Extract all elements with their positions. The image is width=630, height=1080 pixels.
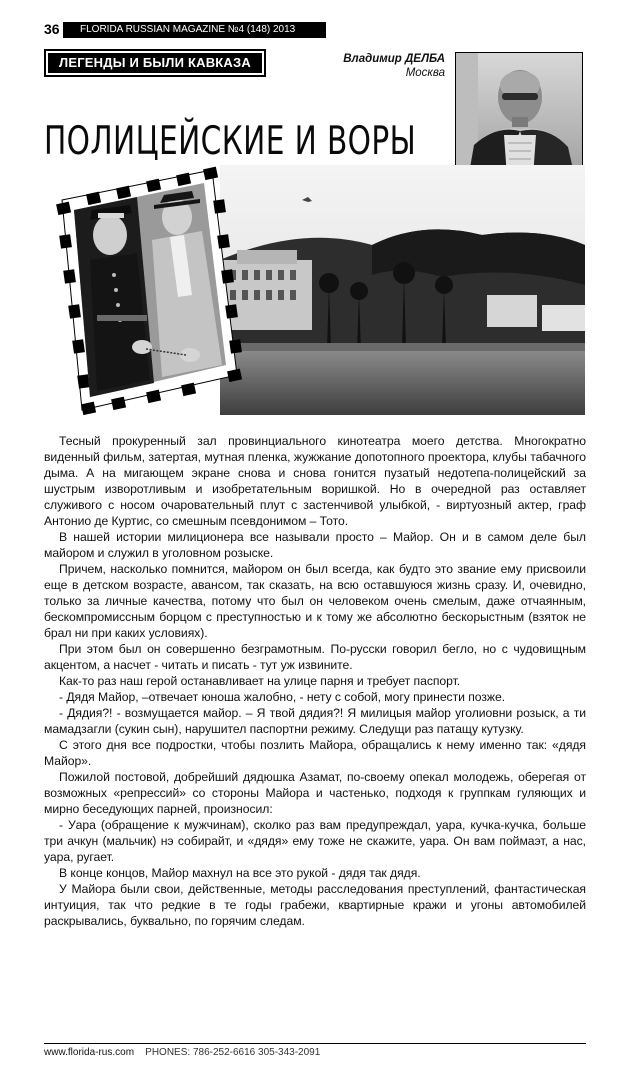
section-rubric xyxy=(44,49,266,77)
article-paragraph: Причем, насколько помнится, майором он был всегда, как будто это звание ему присвоили еще в детском возрасте, авансом, так сказать, на всю оставшуюся жизнь сразу. И, очевидно, только за личные качества, потому что был он человеком очень смелым, даже отчаянным, бескомпромиссным борцом с преступностью и к тому же абсолютно бескорыстным (взяток не брал ни при каких условиях). xyxy=(44,562,586,640)
footer-phones-label: PHONES: xyxy=(145,1047,191,1058)
magazine-issue: FLORIDA RUSSIAN MAGAZINE №4 (148) 2013 xyxy=(80,24,296,35)
article-paragraph: В конце концов, Майор махнул на все это рукой - дядя так дядя. xyxy=(59,866,421,880)
article-paragraph: - Уара (обращение к мужчинам), сколко раз вам предупреждал, уара, кучка-кучка, больше три ачкун (мальчик) нэ собирайт, и «дядя» ему тоже не скажите, уара. Он вам поймаэт, а нас, уара, ругает. xyxy=(44,818,586,864)
article-paragraph: - Дядя Майор, –отвечает юноша жалобно, - нету с собой, могу принести позже. xyxy=(59,690,506,704)
film-still-collage-image xyxy=(42,165,585,415)
page-number: 36 xyxy=(44,20,63,38)
author-city: Москва xyxy=(405,67,445,79)
film-frame-border xyxy=(56,167,242,415)
footer-website: www.florida-rus.com xyxy=(44,1047,135,1058)
author-name: Владимир ДЕЛБА xyxy=(343,53,445,65)
page-footer xyxy=(44,1043,586,1058)
article-paragraph: При этом был он совершенно безграмотным. По-русски говорил бегло, но с чудовищным акцентом, а насчет - читать и писать - тут уж извините. xyxy=(44,642,586,672)
article-body xyxy=(44,433,586,929)
rubric-label: ЛЕГЕНДЫ И БЫЛИ КАВКАЗА xyxy=(48,53,262,73)
article-paragraph: - Дядия?! - возмущается майор. – Я твой дядия?! Я милицыя майор уголиовни розыск, а ти мамадзагли (сукин сын), нарушител паспортни режиму. Следущи раз патащу кутузку. xyxy=(44,706,586,736)
article-title: ПОЛИЦЕЙСКИЕ И ВОРЫ xyxy=(44,119,417,164)
page-header-bar xyxy=(44,22,326,38)
article-illustration xyxy=(42,165,585,415)
article-paragraph: Пожилой постовой, добрейший дядюшка Азамат, по-своему опекал молодежь, оберегая от возможных «репрессий» со стороны Майора и частенько, подходя к группкам гуляющих и мирно беседующих парней, произносил: xyxy=(44,770,586,816)
article-paragraph: В нашей истории милиционера все называли просто – Майор. Он и в самом деле был майором и служил в уголовном розыске. xyxy=(44,530,586,560)
footer-phones: 786-252-6616 305-343-2091 xyxy=(192,1047,321,1058)
article-paragraph: Как-то раз наш герой останавливает на улице парня и требует паспорт. xyxy=(59,674,461,688)
article-paragraph: Тесный прокуренный зал провинциального кинотеатра моего детства. Многократно виденный фильм, затертая, мутная пленка, жужжание допотопного проектора, клубы табачного дыма. А на мигающем экране снова и снова гонится пузатый недотепа-полицейский за шустрым изворотливым и изобретательным воришкой. Но в очередной раз оставляет служивого с носом очаровательный плут с застенчивой улыбкой, - виртуозный актер, граф Антонио де Куртис, со смешным псевдонимом – Тото. xyxy=(44,434,586,528)
article-paragraph: У Майора были свои, действенные, методы расследования преступлений, фантастическая интуиция, так что редкие в те годы грабежи, квартирные кражи и угоны автомобилей раскрывались, буквально, по горячим следам. xyxy=(44,882,586,928)
author-block xyxy=(343,52,445,80)
article-paragraph: С этого дня все подростки, чтобы позлить Майора, обращались к нему именно так: «дядя Майор». xyxy=(44,738,586,768)
